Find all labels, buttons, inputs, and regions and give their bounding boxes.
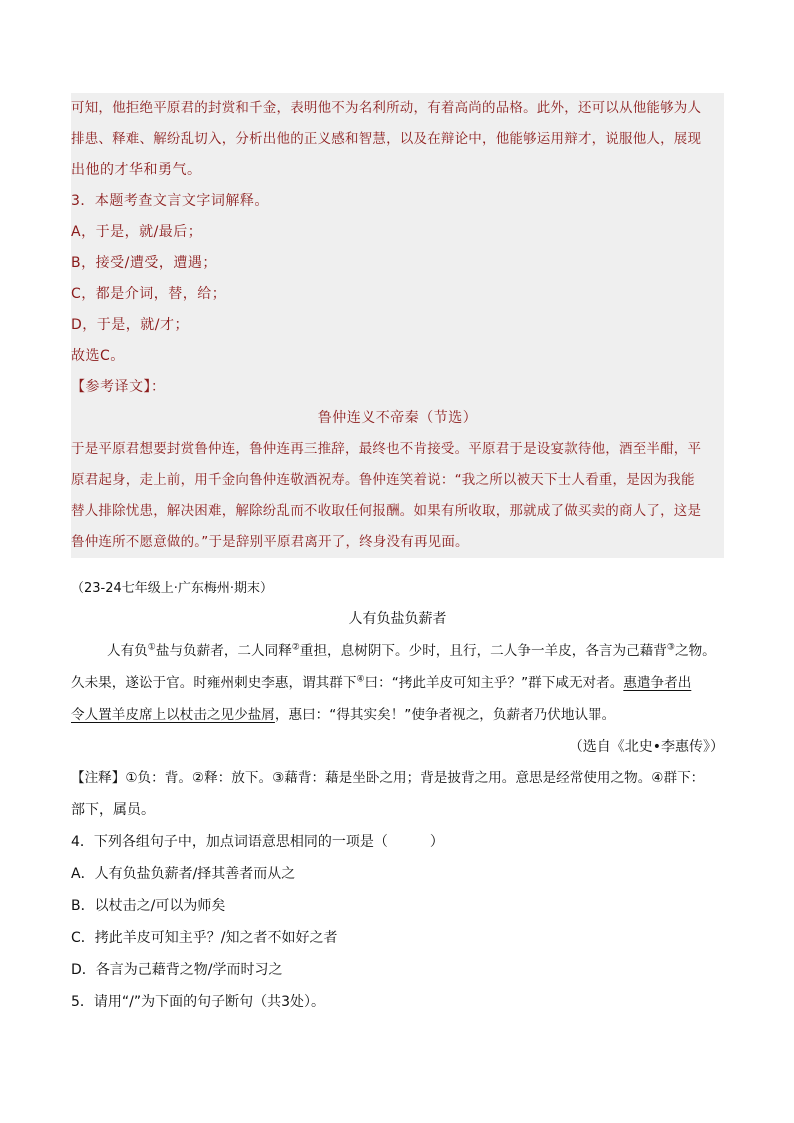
question-4-option-a: A．人有负盐负薪者/择其善者而从之 bbox=[71, 866, 296, 882]
translation-line-1: 于是平原君想要封赏鲁仲连，鲁仲连再三推辞，最终也不肯接受。平原君于是设宴款待他，酒至半酣，平 bbox=[71, 441, 702, 457]
question-4-stem: 4．下列各组句子中，加点词语意思相同的一项是（ ） bbox=[71, 834, 444, 850]
answer-explanation-block bbox=[71, 93, 724, 558]
answer-choice: 故选C。 bbox=[71, 348, 125, 364]
underlined-sentence-part-1: 惠遣争者出 bbox=[623, 675, 692, 691]
answer-option-a: A，于是，就/最后； bbox=[71, 224, 203, 240]
question-4-option-b: B．以杖击之/可以为师矣 bbox=[71, 898, 226, 914]
answer-option-d: D，于是，就/才； bbox=[71, 317, 189, 333]
notes-line-2: 部下，属员。 bbox=[71, 802, 155, 818]
underlined-sentence-part-2: 令人置羊皮席上以杖击之见少盐屑 bbox=[71, 707, 275, 723]
translation-title: 鲁仲连义不帝秦（节选） bbox=[317, 410, 478, 426]
passage-title: 人有负盐负薪者 bbox=[348, 611, 447, 627]
answer-line-3: 出他的才华和勇气。 bbox=[71, 162, 202, 178]
answer-option-b: B，接受/遭受，遭遇； bbox=[71, 255, 217, 271]
answer-option-c: C，都是介词，替，给； bbox=[71, 286, 227, 302]
passage-line-2: 久未果，遂讼于官。时雍州刺史李惠，谓其群下④曰：“拷此羊皮可知主乎？”群下咸无对者。惠遣争者出 bbox=[71, 674, 692, 691]
translation-line-3: 替人排除忧患，解决困难，解除纷乱而不收取任何报酬。如果有所收取，那就成了做买卖的商人了，这是 bbox=[71, 503, 702, 519]
answer-line-1: 可知，他拒绝平原君的封赏和千金，表明他不为名利所动，有着高尚的品格。此外，还可以从他能够为人 bbox=[71, 100, 702, 116]
translation-line-4: 鲁仲连所不愿意做的。”于是辞别平原君离开了，终身没有再见面。 bbox=[71, 534, 469, 550]
question-4-option-c: C．拷此羊皮可知主乎？/知之者不如好之者 bbox=[71, 930, 338, 946]
question-5-stem: 5．请用“/”为下面的句子断句（共3处）。 bbox=[71, 994, 326, 1010]
answer-line-4: 3．本题考查文言文字词解释。 bbox=[71, 193, 269, 209]
translation-heading: 【参考译文】： bbox=[71, 379, 166, 395]
translation-line-2: 原君起身，走上前，用千金向鲁仲连敬酒祝寿。鲁仲连笑着说：“我之所以被天下士人看重，是因为我能 bbox=[71, 472, 695, 488]
answer-line-2: 排患、释难、解纷乱切入，分析出他的正义感和智慧，以及在辩论中，他能够运用辩才，说服他人，展现 bbox=[71, 131, 702, 147]
source-tag: （23-24七年级上·广东梅州·期末） bbox=[71, 581, 274, 596]
passage-line-1: 人有负①盐与负薪者，二人同释②重担，息树阴下。少时，且行，二人争一羊皮，各言为己藉背③之物。 bbox=[107, 642, 716, 659]
notes-line-1: 【注释】①负：背。②释：放下。③藉背：藉是坐卧之用；背是披背之用。意思是经常使用之物。④群下： bbox=[71, 770, 705, 786]
question-4-option-d: D．各言为己藉背之物/学而时习之 bbox=[71, 962, 283, 978]
passage-line-3: 令人置羊皮席上以杖击之见少盐屑，惠曰：“得其实矣！”使争者视之，负薪者乃伏地认罪。 bbox=[71, 707, 616, 723]
passage-source: （选自《北史•李惠传》） bbox=[568, 739, 724, 755]
